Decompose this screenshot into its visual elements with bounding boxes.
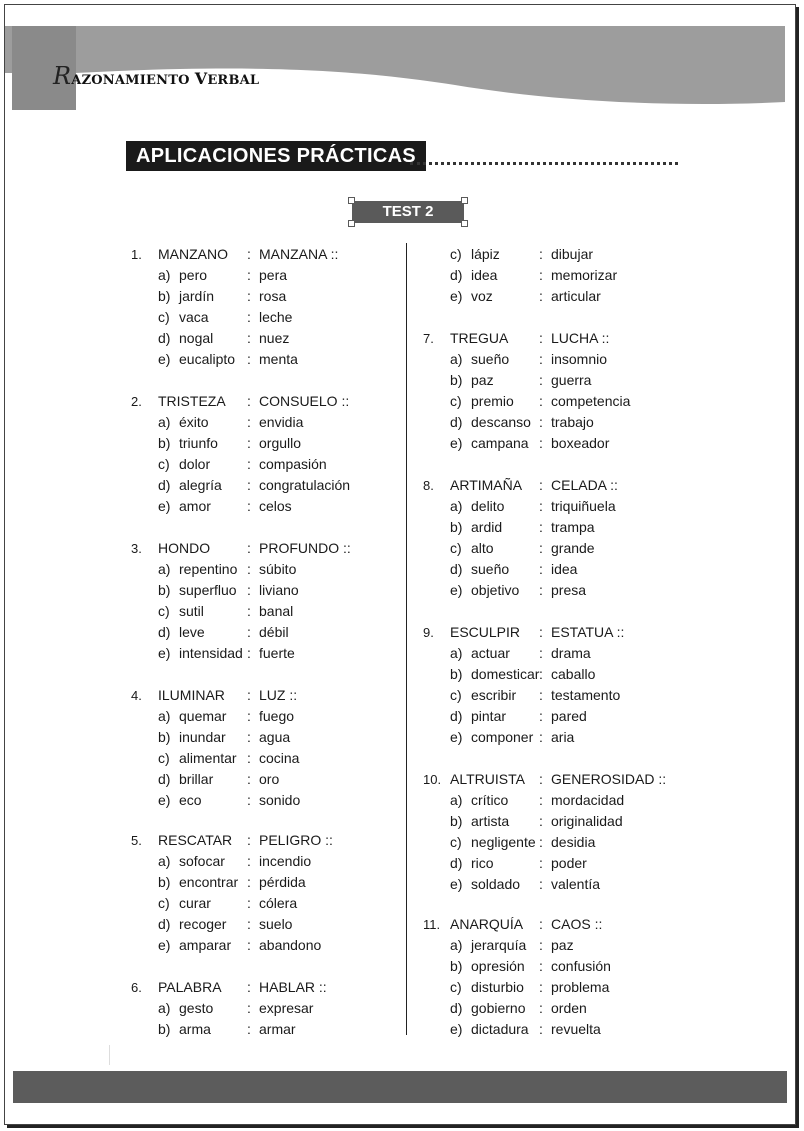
- option-right-term: congratulación: [259, 477, 351, 493]
- option-right-term: cólera: [259, 895, 298, 911]
- option-letter: c): [450, 834, 462, 850]
- option-right-term: pera: [259, 267, 288, 283]
- option-left-term: alegría: [179, 477, 222, 493]
- option-letter: b): [158, 582, 171, 598]
- worksheet-page: [4, 4, 796, 1125]
- option-right-term: orgullo: [259, 435, 302, 451]
- option-right-term: boxeador: [551, 435, 610, 451]
- question-number: 11.: [423, 917, 441, 932]
- option-separator: :: [247, 1000, 251, 1016]
- question-premise: HONDO: [158, 540, 211, 556]
- section-title: APLICACIONES PRÁCTICAS: [126, 141, 426, 171]
- option-left-term: alto: [471, 540, 494, 556]
- option-letter: a): [450, 645, 463, 661]
- option-letter: a): [450, 498, 463, 514]
- option-left-term: gobierno: [471, 1000, 526, 1016]
- option-left-term: descanso: [471, 414, 531, 430]
- option-left-term: premio: [471, 393, 514, 409]
- option-right-term: confusión: [551, 958, 611, 974]
- option-left-term: crítico: [471, 792, 509, 808]
- option-letter: b): [450, 666, 463, 682]
- question-relation: CONSUELO ::: [259, 393, 350, 409]
- badge-corner: [461, 220, 468, 227]
- option-right-term: súbito: [259, 561, 297, 577]
- option-left-term: nogal: [179, 330, 214, 346]
- option-letter: c): [450, 246, 462, 262]
- option-right-term: revuelta: [551, 1021, 601, 1037]
- question-premise: TRISTEZA: [158, 393, 226, 409]
- option-letter: b): [158, 435, 171, 451]
- option-left-term: inundar: [179, 729, 226, 745]
- option-right-term: drama: [551, 645, 591, 661]
- option-letter: e): [158, 498, 171, 514]
- option-separator: :: [539, 645, 543, 661]
- option-right-term: nuez: [259, 330, 290, 346]
- header-word-1: AZONAMIENTO: [71, 73, 190, 88]
- question-separator: :: [247, 979, 251, 995]
- option-separator: :: [247, 937, 251, 953]
- option-separator: :: [247, 853, 251, 869]
- question-premise: RESCATAR: [158, 832, 233, 848]
- option-letter: e): [158, 937, 171, 953]
- option-letter: e): [450, 729, 463, 745]
- option-right-term: armar: [259, 1021, 296, 1037]
- option-left-term: dictadura: [471, 1021, 529, 1037]
- question-relation: ESTATUA ::: [551, 624, 625, 640]
- footer-bar: [13, 1071, 787, 1103]
- option-left-term: opresión: [471, 958, 525, 974]
- option-separator: :: [247, 771, 251, 787]
- option-right-term: pared: [551, 708, 587, 724]
- question-number: 8.: [423, 478, 434, 493]
- margin-mark: [109, 1045, 110, 1065]
- option-separator: :: [539, 687, 543, 703]
- option-left-term: leve: [179, 624, 205, 640]
- question-relation: MANZANA ::: [259, 246, 339, 262]
- option-letter: d): [450, 561, 463, 577]
- option-letter: a): [450, 937, 463, 953]
- option-letter: d): [158, 624, 171, 640]
- option-right-term: oro: [259, 771, 280, 787]
- question-separator: :: [247, 832, 251, 848]
- option-left-term: triunfo: [179, 435, 218, 451]
- option-left-term: eucalipto: [179, 351, 236, 367]
- option-right-term: grande: [551, 540, 595, 556]
- question-relation: PELIGRO ::: [259, 832, 333, 848]
- option-letter: b): [450, 958, 463, 974]
- option-left-term: quemar: [179, 708, 227, 724]
- question-number: 1.: [131, 247, 142, 262]
- option-separator: :: [539, 393, 543, 409]
- option-right-term: testamento: [551, 687, 621, 703]
- column-divider: [406, 243, 407, 1035]
- option-separator: :: [539, 855, 543, 871]
- option-letter: b): [158, 729, 171, 745]
- option-separator: :: [539, 372, 543, 388]
- option-separator: :: [539, 813, 543, 829]
- option-left-term: componer: [471, 729, 534, 745]
- option-separator: :: [539, 937, 543, 953]
- option-left-term: curar: [179, 895, 211, 911]
- running-header-title: [53, 62, 259, 90]
- option-letter: d): [158, 330, 171, 346]
- option-right-term: valentía: [551, 876, 601, 892]
- option-left-term: éxito: [179, 414, 209, 430]
- option-left-term: alimentar: [179, 750, 237, 766]
- option-letter: b): [450, 813, 463, 829]
- question-premise: ANARQUÍA: [450, 916, 524, 932]
- option-letter: a): [158, 561, 171, 577]
- option-right-term: liviano: [259, 582, 299, 598]
- option-separator: :: [247, 792, 251, 808]
- question-separator: :: [539, 771, 543, 787]
- option-letter: c): [450, 979, 462, 995]
- badge-corner: [461, 197, 468, 204]
- question-number: 6.: [131, 980, 142, 995]
- option-right-term: trampa: [551, 519, 595, 535]
- option-left-term: sutil: [179, 603, 204, 619]
- option-letter: b): [450, 519, 463, 535]
- option-left-term: jerarquía: [471, 937, 527, 953]
- option-separator: :: [539, 540, 543, 556]
- option-left-term: eco: [179, 792, 202, 808]
- option-separator: :: [539, 979, 543, 995]
- question-premise: MANZANO: [158, 246, 228, 262]
- option-left-term: recoger: [179, 916, 227, 932]
- option-letter: e): [450, 876, 463, 892]
- option-left-term: sueño: [471, 561, 510, 577]
- option-right-term: débil: [259, 624, 289, 640]
- option-right-term: compasión: [259, 456, 327, 472]
- option-letter: c): [158, 750, 170, 766]
- question-number: 4.: [131, 688, 142, 703]
- option-left-term: artista: [471, 813, 510, 829]
- option-right-term: leche: [259, 309, 293, 325]
- question-separator: :: [247, 246, 251, 262]
- option-right-term: envidia: [259, 414, 304, 430]
- option-letter: e): [450, 288, 463, 304]
- option-separator: :: [247, 895, 251, 911]
- option-letter: a): [158, 414, 171, 430]
- question-separator: :: [539, 330, 543, 346]
- option-letter: c): [158, 309, 170, 325]
- option-right-term: idea: [551, 561, 578, 577]
- option-separator: :: [247, 267, 251, 283]
- option-right-term: fuerte: [259, 645, 295, 661]
- option-separator: :: [539, 414, 543, 430]
- option-letter: a): [450, 351, 463, 367]
- option-letter: a): [158, 853, 171, 869]
- option-right-term: memorizar: [551, 267, 618, 283]
- option-letter: d): [158, 916, 171, 932]
- option-right-term: pérdida: [259, 874, 306, 890]
- option-left-term: arma: [179, 1021, 211, 1037]
- option-separator: :: [539, 267, 543, 283]
- option-left-term: rico: [471, 855, 494, 871]
- question-relation: HABLAR ::: [259, 979, 327, 995]
- option-right-term: triquiñuela: [551, 498, 616, 514]
- option-left-term: escribir: [471, 687, 517, 703]
- option-separator: :: [539, 876, 543, 892]
- option-right-term: caballo: [551, 666, 596, 682]
- option-separator: :: [247, 582, 251, 598]
- option-separator: :: [247, 561, 251, 577]
- option-letter: d): [158, 771, 171, 787]
- option-letter: a): [158, 1000, 171, 1016]
- option-separator: :: [247, 435, 251, 451]
- option-letter: a): [158, 267, 171, 283]
- option-left-term: campana: [471, 435, 529, 451]
- option-letter: c): [158, 456, 170, 472]
- option-left-term: pintar: [471, 708, 507, 724]
- option-letter: d): [450, 855, 463, 871]
- option-left-term: idea: [471, 267, 498, 283]
- question-relation: LUZ ::: [259, 687, 298, 703]
- option-left-term: soldado: [471, 876, 521, 892]
- question-number: 3.: [131, 541, 142, 556]
- option-separator: :: [247, 1021, 251, 1037]
- option-right-term: rosa: [259, 288, 287, 304]
- option-left-term: gesto: [179, 1000, 214, 1016]
- option-letter: e): [158, 351, 171, 367]
- option-left-term: sofocar: [179, 853, 225, 869]
- question-separator: :: [247, 393, 251, 409]
- option-separator: :: [247, 288, 251, 304]
- option-right-term: celos: [259, 498, 292, 514]
- question-relation: PROFUNDO ::: [259, 540, 351, 556]
- header-cap-v: V: [194, 69, 208, 88]
- header-band: [5, 5, 795, 115]
- option-separator: :: [247, 309, 251, 325]
- option-letter: e): [158, 645, 171, 661]
- question-relation: CELADA ::: [551, 477, 618, 493]
- question-separator: :: [539, 624, 543, 640]
- option-separator: :: [539, 561, 543, 577]
- question-separator: :: [539, 477, 543, 493]
- option-left-term: pero: [179, 267, 208, 283]
- option-separator: :: [247, 603, 251, 619]
- option-letter: b): [158, 288, 171, 304]
- question-number: 7.: [423, 331, 434, 346]
- option-separator: :: [539, 729, 543, 745]
- option-separator: :: [247, 351, 251, 367]
- option-left-term: paz: [471, 372, 494, 388]
- option-separator: :: [539, 834, 543, 850]
- option-letter: e): [158, 792, 171, 808]
- option-separator: :: [247, 624, 251, 640]
- option-letter: d): [450, 414, 463, 430]
- option-separator: :: [247, 708, 251, 724]
- option-right-term: trabajo: [551, 414, 594, 430]
- option-letter: e): [450, 435, 463, 451]
- option-right-term: insomnio: [551, 351, 608, 367]
- option-right-term: mordacidad: [551, 792, 625, 808]
- option-left-term: negligente: [471, 834, 536, 850]
- option-right-term: agua: [259, 729, 291, 745]
- option-separator: :: [247, 498, 251, 514]
- option-right-term: suelo: [259, 916, 293, 932]
- option-separator: :: [539, 666, 543, 682]
- option-left-term: superfluo: [179, 582, 237, 598]
- option-letter: e): [450, 582, 463, 598]
- option-separator: :: [247, 874, 251, 890]
- option-letter: c): [450, 687, 462, 703]
- option-right-term: sonido: [259, 792, 301, 808]
- option-left-term: intensidad: [179, 645, 243, 661]
- option-separator: :: [247, 477, 251, 493]
- option-left-term: vaca: [179, 309, 209, 325]
- option-letter: d): [158, 477, 171, 493]
- option-letter: c): [450, 540, 462, 556]
- option-letter: b): [158, 1021, 171, 1037]
- question-separator: :: [539, 916, 543, 932]
- option-letter: b): [158, 874, 171, 890]
- option-separator: :: [539, 519, 543, 535]
- option-letter: a): [158, 708, 171, 724]
- option-separator: :: [247, 456, 251, 472]
- question-number: 5.: [131, 833, 142, 848]
- option-separator: :: [247, 750, 251, 766]
- badge-corner: [348, 220, 355, 227]
- option-separator: :: [247, 916, 251, 932]
- option-left-term: amparar: [179, 937, 232, 953]
- option-right-term: menta: [259, 351, 298, 367]
- option-separator: :: [539, 582, 543, 598]
- option-left-term: jardín: [179, 288, 215, 304]
- option-right-term: aria: [551, 729, 575, 745]
- option-right-term: desidia: [551, 834, 596, 850]
- option-separator: :: [539, 435, 543, 451]
- option-right-term: problema: [551, 979, 610, 995]
- option-left-term: sueño: [471, 351, 510, 367]
- option-right-term: competencia: [551, 393, 631, 409]
- test-badge-label: TEST 2: [382, 203, 434, 220]
- option-right-term: poder: [551, 855, 587, 871]
- option-left-term: disturbio: [471, 979, 524, 995]
- option-letter: c): [450, 393, 462, 409]
- option-letter: b): [450, 372, 463, 388]
- test-badge: [352, 201, 464, 223]
- option-right-term: banal: [259, 603, 294, 619]
- option-letter: e): [450, 1021, 463, 1037]
- header-drop-cap: R: [53, 62, 72, 90]
- option-separator: :: [539, 1000, 543, 1016]
- option-separator: :: [539, 708, 543, 724]
- option-right-term: originalidad: [551, 813, 623, 829]
- option-right-term: incendio: [259, 853, 312, 869]
- option-right-term: paz: [551, 937, 574, 953]
- question-premise: ESCULPIR: [450, 624, 521, 640]
- header-word-2: ERBAL: [207, 73, 260, 88]
- question-number: 2.: [131, 394, 142, 409]
- option-right-term: presa: [551, 582, 587, 598]
- question-premise: ILUMINAR: [158, 687, 225, 703]
- option-letter: d): [450, 1000, 463, 1016]
- option-left-term: actuar: [471, 645, 510, 661]
- option-left-term: lápiz: [471, 246, 500, 262]
- question-number: 10.: [423, 772, 442, 787]
- question-separator: :: [247, 540, 251, 556]
- option-left-term: delito: [471, 498, 505, 514]
- option-separator: :: [539, 1021, 543, 1037]
- question-premise: PALABRA: [158, 979, 222, 995]
- option-right-term: abandono: [259, 937, 322, 953]
- option-letter: c): [158, 895, 170, 911]
- option-right-term: cocina: [259, 750, 300, 766]
- option-right-term: expresar: [259, 1000, 314, 1016]
- option-left-term: objetivo: [471, 582, 520, 598]
- option-right-term: articular: [551, 288, 601, 304]
- question-premise: ALTRUISTA: [450, 771, 525, 787]
- option-separator: :: [247, 414, 251, 430]
- option-separator: :: [247, 645, 251, 661]
- option-separator: :: [539, 351, 543, 367]
- question-relation: GENEROSIDAD ::: [551, 771, 667, 787]
- option-left-term: repentino: [179, 561, 238, 577]
- option-left-term: ardid: [471, 519, 503, 535]
- option-left-term: brillar: [179, 771, 214, 787]
- option-letter: a): [450, 792, 463, 808]
- question-separator: :: [247, 687, 251, 703]
- option-separator: :: [539, 498, 543, 514]
- option-left-term: amor: [179, 498, 211, 514]
- option-right-term: fuego: [259, 708, 295, 724]
- option-right-term: guerra: [551, 372, 592, 388]
- question-relation: LUCHA ::: [551, 330, 610, 346]
- dotted-leader: [410, 162, 678, 165]
- option-right-term: dibujar: [551, 246, 594, 262]
- question-premise: TREGUA: [450, 330, 509, 346]
- option-letter: c): [158, 603, 170, 619]
- option-left-term: encontrar: [179, 874, 239, 890]
- question-number: 9.: [423, 625, 434, 640]
- option-separator: :: [247, 729, 251, 745]
- option-left-term: dolor: [179, 456, 211, 472]
- option-separator: :: [539, 958, 543, 974]
- option-letter: d): [450, 708, 463, 724]
- option-left-term: voz: [471, 288, 493, 304]
- option-separator: :: [539, 246, 543, 262]
- question-relation: CAOS ::: [551, 916, 603, 932]
- option-separator: :: [247, 330, 251, 346]
- question-premise: ARTIMAÑA: [450, 477, 523, 493]
- option-separator: :: [539, 288, 543, 304]
- option-separator: :: [539, 792, 543, 808]
- badge-corner: [348, 197, 355, 204]
- option-right-term: orden: [551, 1000, 587, 1016]
- option-letter: d): [450, 267, 463, 283]
- option-left-term: domesticar: [471, 666, 540, 682]
